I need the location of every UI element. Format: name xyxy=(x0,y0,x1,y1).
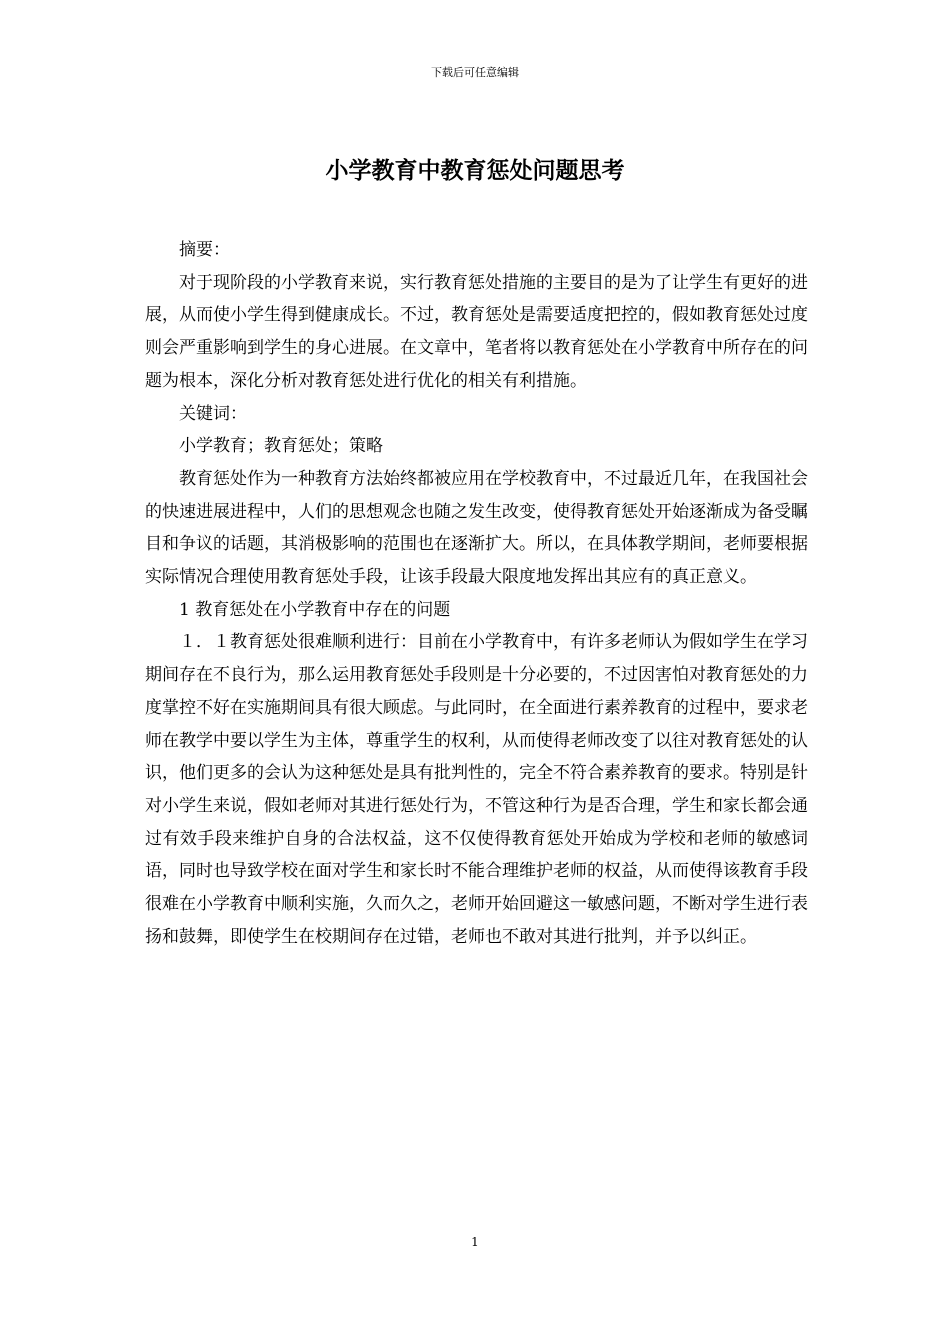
section-paragraph: １．１教育惩处很难顺利进行：目前在小学教育中，有许多老师认为假如学生在学习期间存在不良行为，那么运用教育惩处手段则是十分必要的，不过因害怕对教育惩处的力度掌控不好在实施期间具有很大顾虑。与此同时，在全面进行素养教育的过程中，要求老师在教学中要以学生为主体，尊重学生的权利，从而使得老师改变了以往对教育惩处的认识，他们更多的会认为这种惩处是具有批判性的，完全不符合素养教育的要求。特别是针对小学生来说，假如老师对其进行惩处行为，不管这种行为是否合理，学生和家长都会通过有效手段来维护自身的合法权益，这不仅使得教育惩处开始成为学校和老师的敏感词语，同时也导致学校在面对学生和家长时不能合理维护老师的权益，从而使得该教育手段很难在小学教育中顺利实施，久而久之，老师开始回避这一敏感问题，不断对学生进行表扬和鼓舞，即使学生在校期间存在过错，老师也不敢对其进行批判，并予以纠正。 xyxy=(145,632,808,947)
page-number: 1 xyxy=(471,1235,479,1249)
page-header: 下载后可任意编辑 xyxy=(431,66,519,79)
abstract-label: 摘要： xyxy=(179,240,230,260)
document-body xyxy=(145,234,808,953)
intro-paragraph: 教育惩处作为一种教育方法始终都被应用在学校教育中，不过最近几年，在我国社会的快速进展进程中，人们的思想观念也随之发生改变，使得教育惩处开始逐渐成为备受瞩目和争议的话题，其消极影响的范围也在逐渐扩大。所以，在具体教学期间，老师要根据实际情况合理使用教育惩处手段，让该手段最大限度地发挥出其应有的真正意义。 xyxy=(145,468,808,588)
abstract-paragraph: 对于现阶段的小学教育来说，实行教育惩处措施的主要目的是为了让学生有更好的进展，从而使小学生得到健康成长。不过，教育惩处是需要适度把控的，假如教育惩处过度则会严重影响到学生的身心进展。在文章中，笔者将以教育惩处在小学教育中所存在的问题为根本，深化分析对教育惩处进行优化的相关有利措施。 xyxy=(145,272,808,391)
keywords-paragraph: 小学教育；教育惩处；策略 xyxy=(179,436,383,457)
keywords-label: 关键词： xyxy=(179,403,247,424)
section-heading: 1 教育惩处在小学教育中存在的问题 xyxy=(179,599,451,620)
document-title: 小学教育中教育惩处问题思考 xyxy=(325,158,625,184)
